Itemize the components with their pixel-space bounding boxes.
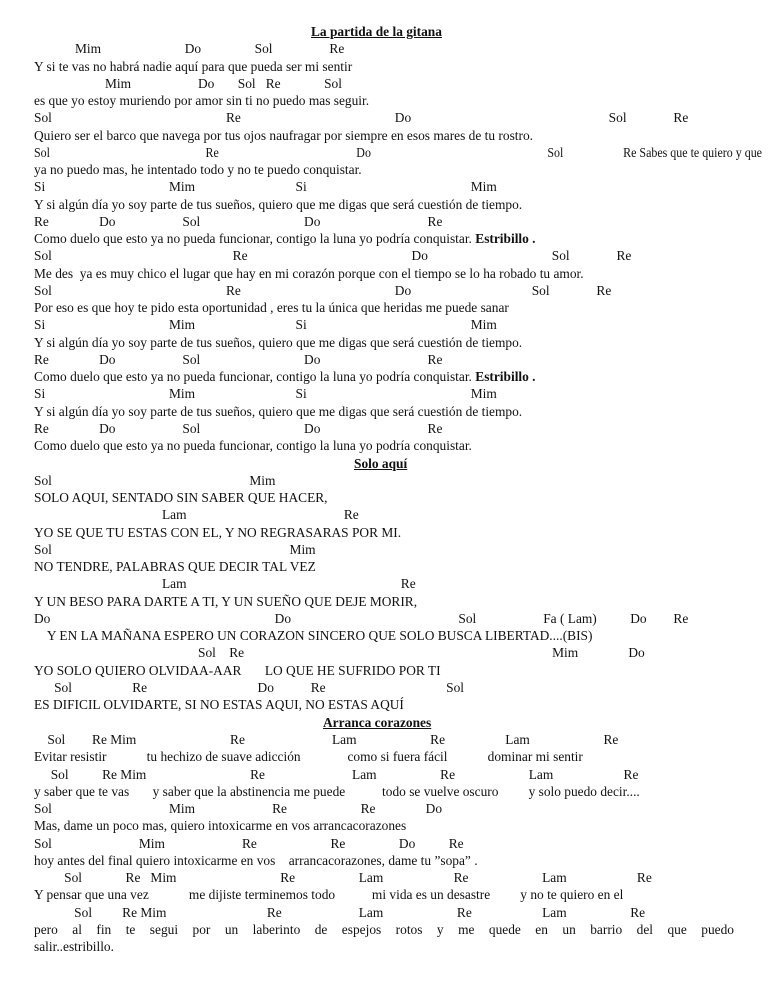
lyric-line: Y UN BESO PARA DARTE A TI, Y UN SUEÑO QUE DEJE MORIR, [34,594,418,609]
chord-line: Do Do Sol Fa ( Lam) Do Re [34,611,689,626]
lyric-line: Quiero ser el barco que navega por tus ojos naufragar por siempre en esos mares de tu rostro. [34,128,534,143]
lyric-line: YO SE QUE TU ESTAS CON EL, Y NO REGRASARAS POR MI. [34,525,402,540]
lyric-line [34,369,536,384]
lyric-line: ES DIFICIL OLVIDARTE, SI NO ESTAS AQUI, NO ESTAS AQUÍ [34,697,404,712]
lyric-line: Y si algún día yo soy parte de tus sueños, quiero que me digas que será cuestión de tiempo. [34,404,523,419]
chord-line: Sol Re Mim Re Lam Re Lam Re [34,767,639,782]
chord-line: Lam Re [162,507,359,522]
chord-line: Sol Re Mim Re Lam Re Lam Re [34,905,646,920]
lyric-line: pero al fin te segui por un laberinto de espejos rotos y me quede en un barrio del que puedo [34,922,734,937]
song-title: Solo aquí [354,456,408,471]
lyric-line: Y si algún día yo soy parte de tus sueños, quiero que me digas que será cuestión de tiempo. [34,335,523,350]
chord-line: Sol Re Do Sol Re [34,110,689,125]
lyric-line: y saber que te vas y saber que la abstinencia me puede todo se vuelve oscuro y solo puedo decir.... [34,784,640,799]
lyric-line: NO TENDRE, PALABRAS QUE DECIR TAL VEZ [34,559,316,574]
chord-line: Sol Re Mim Re Lam Re Lam Re [34,870,652,885]
chord-line: Lam Re [162,576,416,591]
chord-line: Si Mim Si Mim [34,317,497,332]
lyric-line: ya no puedo mas, he intentado todo y no te puedo conquistar. [34,162,362,177]
lyric-line: hoy antes del final quiero intoxicarme en vos arrancacorazones, dame tu ”sopa” . [34,853,478,868]
chord-line: Sol Mim Re Re Do [34,801,443,816]
chord-line: Sol Mim Re Re Do Re [34,836,464,851]
lyric-line: Mas, dame un poco mas, quiero intoxicarme en vos arrancacorazones [34,818,407,833]
chord-line: Sol Mim [34,542,316,557]
lyric-line: YO SOLO QUIERO OLVIDAA-AAR LO QUE HE SUFRIDO POR TI [34,663,441,678]
chorus-marker: Estribillo . [475,231,536,246]
chord-line: Re Do Sol Do Re [34,352,443,367]
lyric-line: Y pensar que una vez me dijiste terminemos todo mi vida es un desastre y no te quiero en el [34,887,624,902]
chord-line: Sol Re Do Re Sol [34,680,464,695]
chord-line: Sol Re Do Sol Re Sabes que te quiero y que [34,145,762,160]
lyric-line: salir..estribillo. [34,939,114,954]
song-title: La partida de la gitana [311,24,442,39]
chord-line: Re Do Sol Do Re [34,214,443,229]
lyric-text: Como duelo que esto ya no pueda funcionar, contigo la luna yo podría conquistar. [34,369,472,384]
lyric-line: Y si te vas no habrá nadie aquí para que pueda ser mi sentir [34,59,353,74]
lyric-line: Me des ya es muy chico el lugar que hay en mi corazón porque con el tiempo se lo ha robado tu amor. [34,266,584,281]
chord-line: Si Mim Si Mim [34,386,497,401]
lyric-line [34,231,536,246]
chord-line: Sol Re Do Sol Re [34,283,612,298]
lyric-text: Como duelo que esto ya no pueda funcionar, contigo la luna yo podría conquistar. [34,231,472,246]
chord-line: Mim Do Sol Re Sol [105,76,342,91]
lyric-line: Y EN LA MAÑANA ESPERO UN CORAZON SINCERO QUE SOLO BUSCA LIBERTAD....(BIS) [34,628,593,643]
lyric-line: es que yo estoy muriendo por amor sin ti no puedo mas seguir. [34,93,370,108]
chord-line: Sol Mim [34,473,276,488]
lyric-line: SOLO AQUI, SENTADO SIN SABER QUE HACER, [34,490,328,505]
chord-line: Sol Re Mim Re Lam Re Lam Re [34,732,619,747]
lyric-line: Y si algún día yo soy parte de tus sueños, quiero que me digas que será cuestión de tiempo. [34,197,523,212]
lyric-line: Como duelo que esto ya no pueda funcionar, contigo la luna yo podría conquistar. [34,438,472,453]
lyric-line: Por eso es que hoy te pido esta oportunidad , eres tu la única que heridas me puede sanar [34,300,509,315]
chord-line: Mim Do Sol Re [75,41,345,56]
lyric-line: Evitar resistir tu hechizo de suave adicción como si fuera fácil dominar mi sentir [34,749,583,764]
chord-line: Si Mim Si Mim [34,179,497,194]
chorus-marker: Estribillo . [475,369,536,384]
song-title: Arranca corazones [323,715,432,730]
chord-line: Sol Re Mim Do [198,645,645,660]
chord-line: Sol Re Do Sol Re [34,248,632,263]
chord-line: Re Do Sol Do Re [34,421,443,436]
